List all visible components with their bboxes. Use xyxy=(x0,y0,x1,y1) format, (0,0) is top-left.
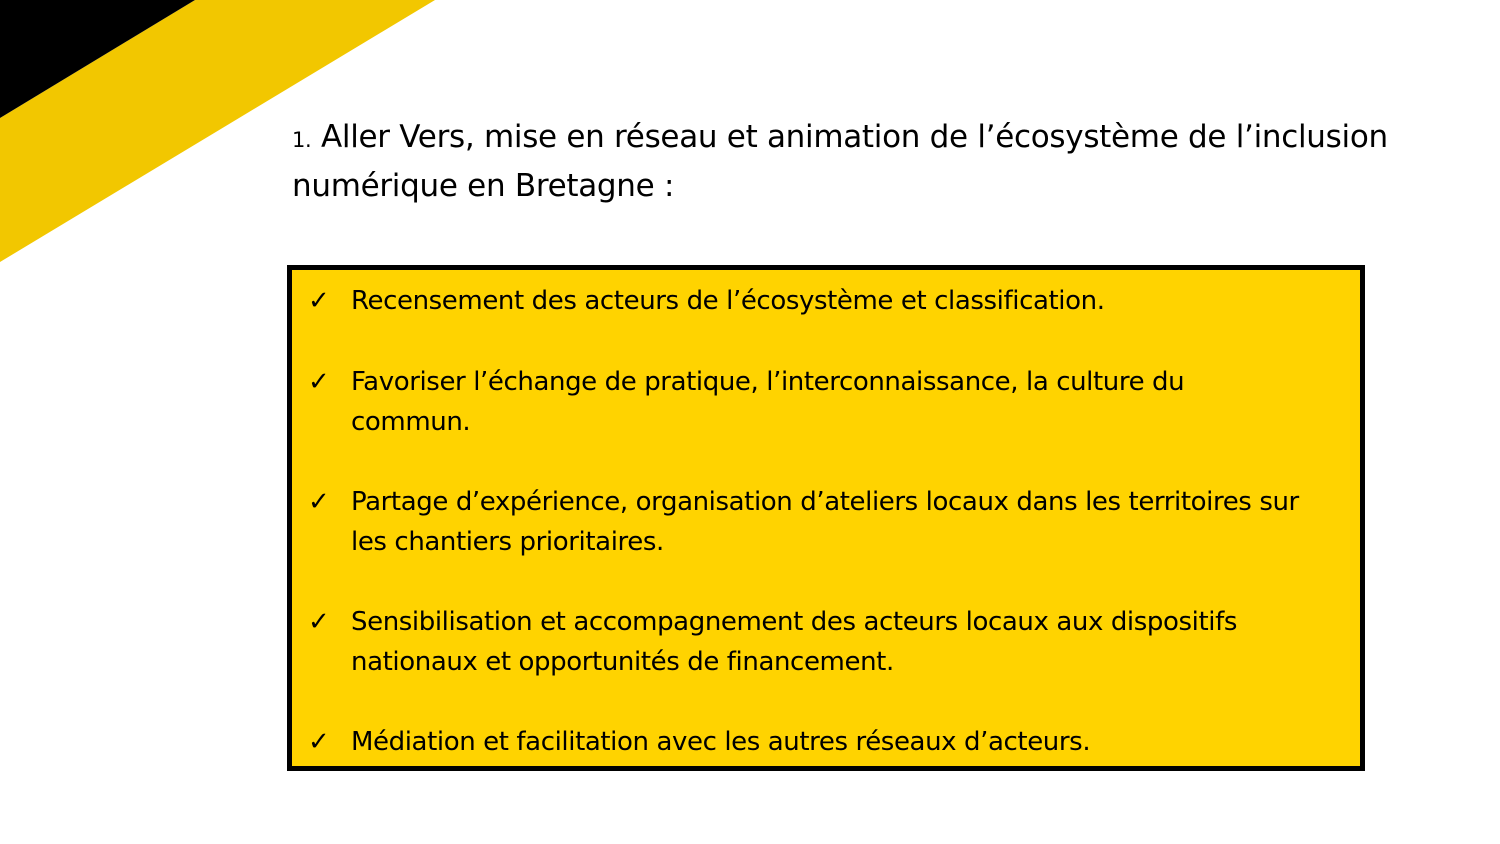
check-icon: ✓ xyxy=(308,286,330,316)
check-icon: ✓ xyxy=(308,727,330,757)
check-icon: ✓ xyxy=(308,487,330,517)
title-text: Aller Vers, mise en réseau et animation de l’écosystème de l’inclusion numérique en Bretagne : xyxy=(292,119,1388,204)
list-item-text: Partage d’expérience, organisation d’ateliers locaux dans les territoires sur les chantiers prioritaires. xyxy=(351,487,1299,557)
check-icon: ✓ xyxy=(308,367,330,397)
check-icon: ✓ xyxy=(308,607,330,637)
list-item-text: Médiation et facilitation avec les autres réseaux d’acteurs. xyxy=(351,727,1091,757)
title-number: 1. xyxy=(292,128,312,152)
objectives-box xyxy=(287,265,1365,771)
list-item-text: Sensibilisation et accompagnement des acteurs locaux aux dispositifs nationaux et opportunités de financement. xyxy=(351,607,1237,677)
list-item-text: Recensement des acteurs de l’écosystème et classification. xyxy=(351,286,1105,316)
page-title xyxy=(292,114,1402,209)
list-item-text: Favoriser l’échange de pratique, l’interconnaissance, la culture du commun. xyxy=(351,367,1185,437)
